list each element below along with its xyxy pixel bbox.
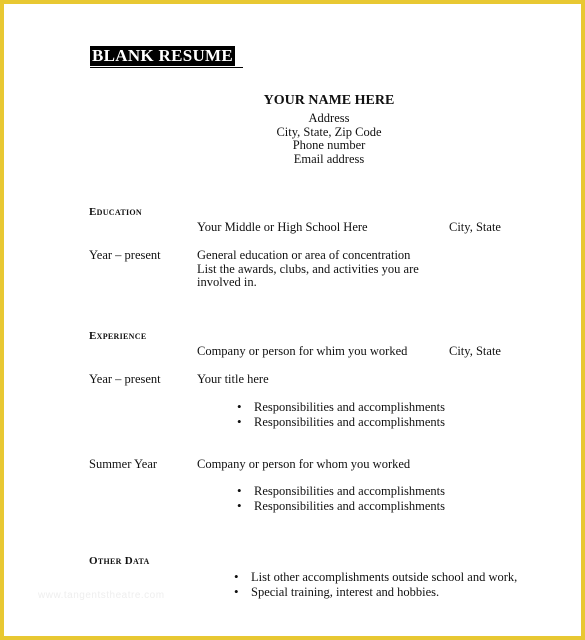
other-bullet-list (231, 570, 517, 599)
job-company: Company or person for whim you worked (197, 344, 408, 358)
job-location: City, State (449, 344, 501, 358)
document-title: BLANK RESUME (92, 46, 234, 65)
resume-page (4, 4, 581, 636)
education-line: General education or area of concentration (197, 248, 411, 262)
job-role: Your title here (197, 372, 269, 386)
job-bullet: • Responsibilities and accomplishments (234, 415, 445, 430)
other-bullet: • List other accomplishments outside school and work, (231, 570, 517, 585)
job-bullet: • Responsibilities and accomplishments (234, 484, 445, 499)
education-school: Your Middle or High School Here (197, 220, 368, 234)
education-years: Year – present (89, 248, 161, 262)
job-company: Company or person for whom you worked (197, 457, 411, 471)
other-bullet: • Special training, interest and hobbies. (231, 585, 517, 600)
watermark: www.tangentstheatre.com (38, 590, 165, 601)
job-years: Summer Year (89, 457, 158, 471)
other-data-heading: Other Data (89, 555, 150, 567)
education-heading: Education (89, 206, 143, 218)
education-line: List the awards, clubs, and activities you are (197, 262, 419, 276)
header-city-state-zip: City, State, Zip Code (276, 125, 382, 139)
education-location: City, State (449, 220, 501, 234)
job-bullet: • Responsibilities and accomplishments (234, 400, 445, 415)
header-email: Email address (293, 152, 365, 166)
job-bullet: • Responsibilities and accomplishments (234, 499, 445, 514)
job-bullet-list (234, 400, 445, 429)
title-underline (90, 67, 243, 68)
job-years: Year – present (89, 372, 161, 386)
header-address: Address (308, 111, 350, 125)
header-name: YOUR NAME HERE (263, 93, 395, 108)
job-bullet-list (234, 484, 445, 513)
experience-heading: Experience (89, 330, 147, 342)
header-phone: Phone number (292, 138, 366, 152)
education-line: involved in. (197, 275, 257, 289)
